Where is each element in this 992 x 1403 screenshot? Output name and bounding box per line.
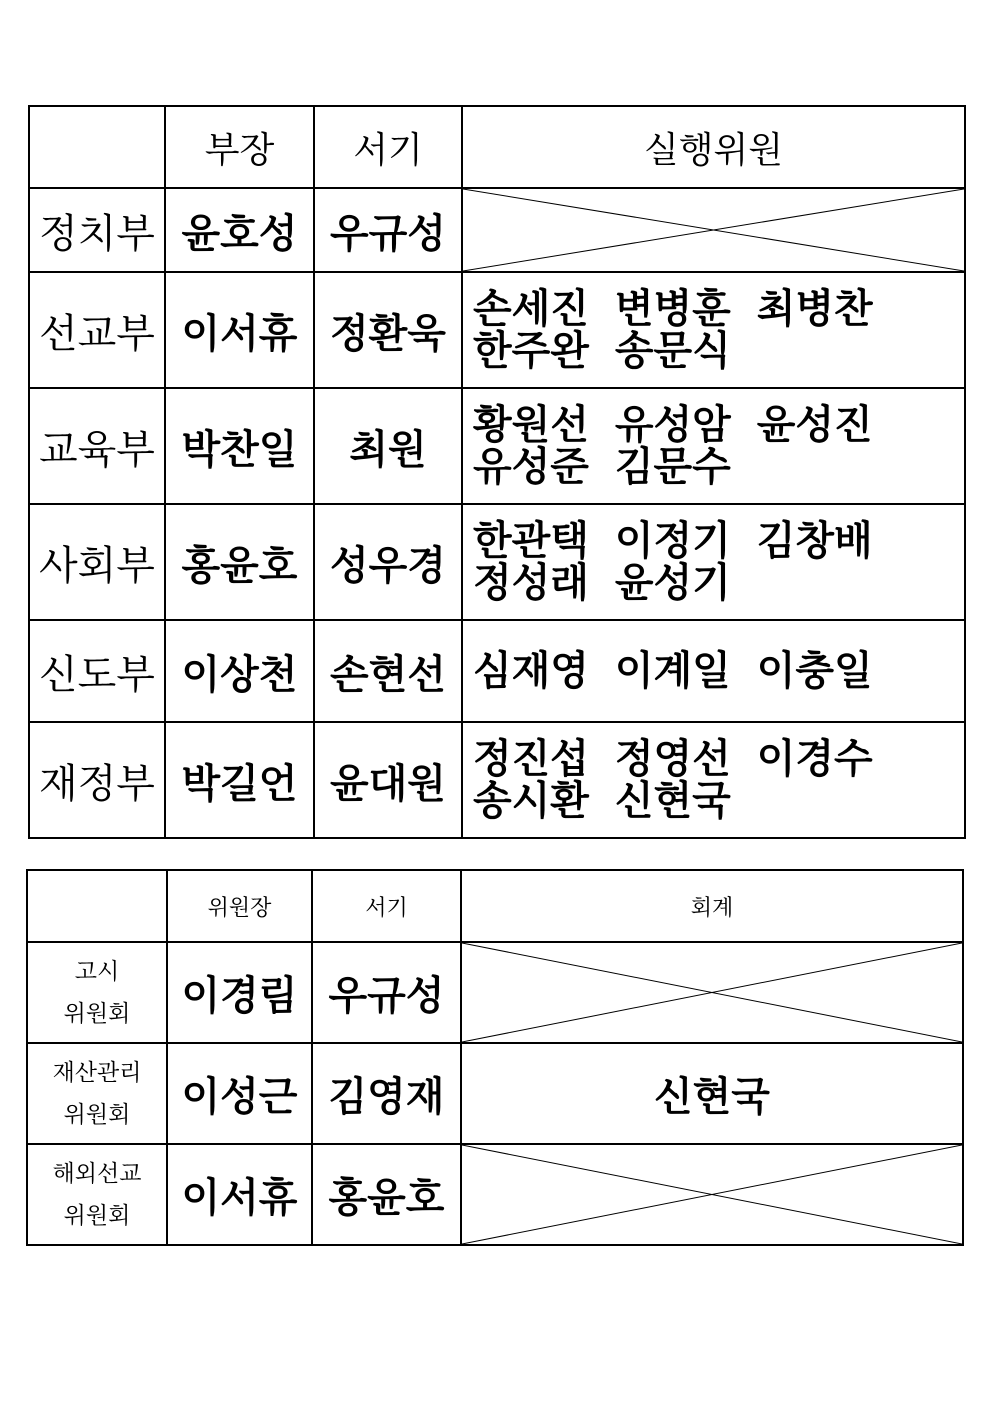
committee-secretary: 우규성 [312, 942, 461, 1043]
members-line: 정성래 윤성기 [473, 560, 731, 606]
dept-secretary: 윤대원 [314, 722, 462, 838]
members-line: 손세진 변병훈 최병찬 [473, 286, 873, 332]
members-line: 한관택 이정기 김창배 [473, 518, 873, 564]
committee-name [27, 1144, 167, 1245]
corner-cell [27, 870, 167, 942]
treasurer-empty-cell [461, 942, 963, 1043]
header-chair: 위원장 [167, 870, 312, 942]
dept-secretary: 최원 [314, 388, 462, 504]
members-line: 한주완 송문식 [473, 328, 731, 374]
committee-secretary: 홍윤호 [312, 1144, 461, 1245]
committee-chair: 이성근 [167, 1043, 312, 1144]
header-head: 부장 [165, 106, 314, 188]
members-cell [462, 620, 965, 722]
committee-chair: 이서휴 [167, 1144, 312, 1245]
dept-secretary: 성우경 [314, 504, 462, 620]
dept-head: 이서휴 [165, 272, 314, 388]
dept-name: 사회부 [29, 504, 165, 620]
members-line: 정진섭 정영선 이경수 [473, 736, 873, 782]
dept-name: 재정부 [29, 722, 165, 838]
header-treasurer: 회계 [461, 870, 963, 942]
dept-secretary: 손현선 [314, 620, 462, 722]
table-row [27, 1043, 963, 1144]
table-row [27, 1144, 963, 1245]
header-members: 실행위원 [462, 106, 965, 188]
members-cell [462, 722, 965, 838]
committees-table [26, 869, 964, 1246]
dept-name: 교육부 [29, 388, 165, 504]
table-row [27, 942, 963, 1043]
members-empty-cell [462, 188, 965, 272]
departments-header-row [29, 106, 965, 188]
committee-name-line: 해외선교 [52, 1160, 142, 1187]
cross-out-mark [462, 1145, 962, 1244]
dept-secretary: 정환욱 [314, 272, 462, 388]
treasurer-empty-cell [461, 1144, 963, 1245]
table-row [29, 188, 965, 272]
members-cell [462, 272, 965, 388]
cross-out-mark [463, 189, 964, 271]
dept-head: 홍윤호 [165, 504, 314, 620]
table-row [29, 620, 965, 722]
table-row [29, 272, 965, 388]
members-line: 황원선 유성암 윤성진 [473, 402, 873, 448]
members-line: 심재영 이계일 이충일 [473, 648, 873, 694]
corner-cell [29, 106, 165, 188]
dept-name: 신도부 [29, 620, 165, 722]
departments-table [28, 105, 966, 839]
dept-name: 정치부 [29, 188, 165, 272]
committee-name-line: 위원회 [63, 1101, 131, 1128]
table-row [29, 504, 965, 620]
committees-header-row [27, 870, 963, 942]
committee-name-line: 재산관리 [52, 1059, 142, 1086]
committee-name [27, 942, 167, 1043]
header-secretary: 서기 [312, 870, 461, 942]
committee-chair: 이경림 [167, 942, 312, 1043]
committee-name-line: 위원회 [63, 1202, 131, 1229]
committee-name-line: 고시 [74, 958, 120, 985]
members-cell [462, 388, 965, 504]
members-line: 송시환 신현국 [473, 778, 731, 824]
dept-head: 박찬일 [165, 388, 314, 504]
dept-head: 박길언 [165, 722, 314, 838]
committee-secretary: 김영재 [312, 1043, 461, 1144]
table-row [29, 388, 965, 504]
dept-secretary: 우규성 [314, 188, 462, 272]
committee-name [27, 1043, 167, 1144]
members-cell [462, 504, 965, 620]
header-secretary: 서기 [314, 106, 462, 188]
dept-head: 이상천 [165, 620, 314, 722]
cross-out-mark [462, 943, 962, 1042]
dept-name: 선교부 [29, 272, 165, 388]
committee-treasurer: 신현국 [461, 1043, 963, 1144]
members-line: 유성준 김문수 [473, 444, 731, 490]
table-row [29, 722, 965, 838]
committee-name-line: 위원회 [63, 1000, 131, 1027]
dept-head: 윤호성 [165, 188, 314, 272]
